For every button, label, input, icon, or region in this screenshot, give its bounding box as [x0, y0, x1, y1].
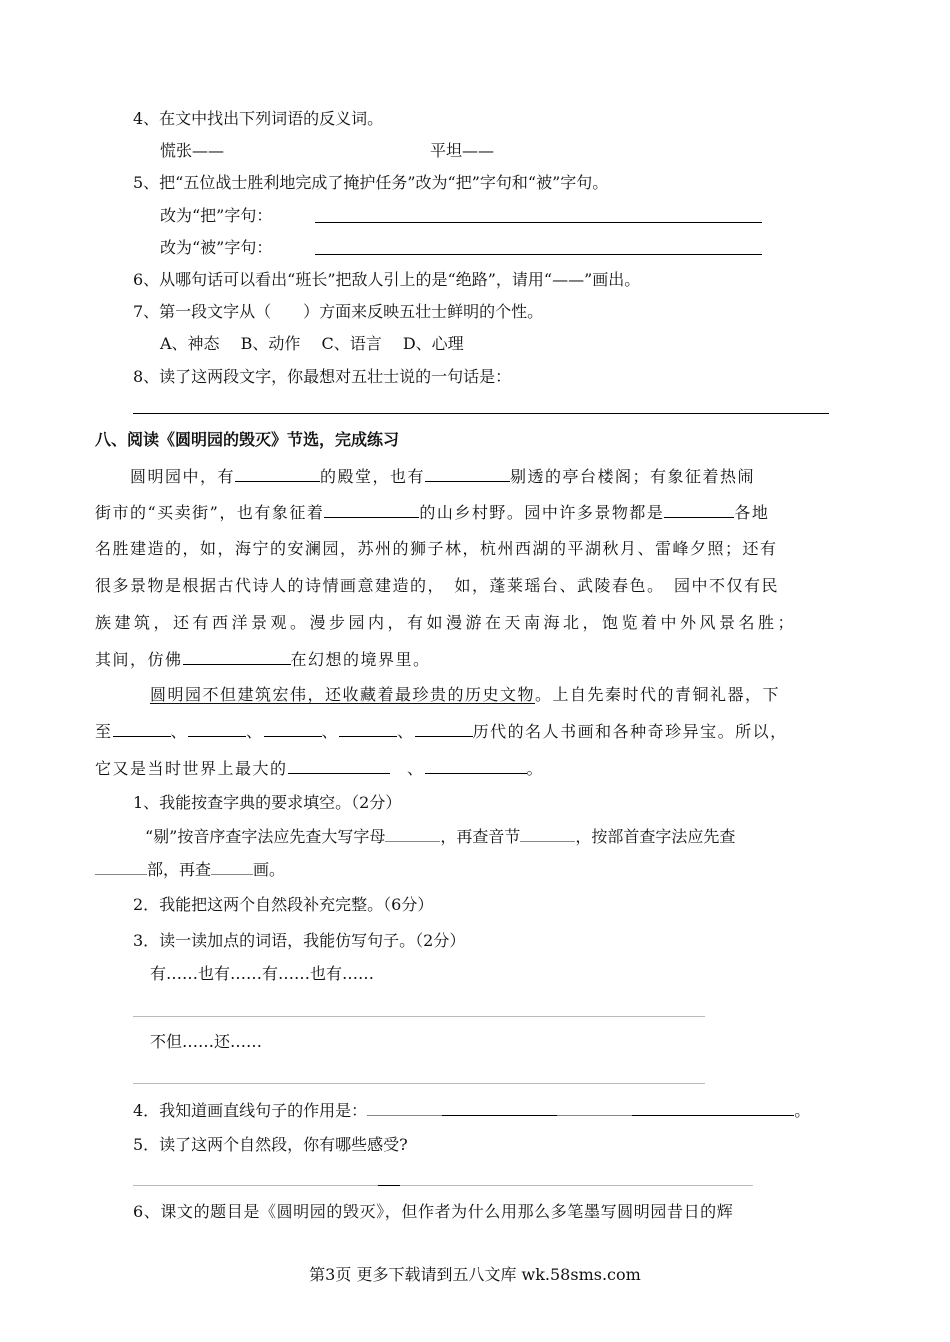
- exercise-3: 3．读一读加点的词语，我能仿写句子。（2分）: [133, 931, 466, 950]
- fill-blank[interactable]: [385, 825, 440, 842]
- fill-blank[interactable]: [425, 465, 510, 482]
- separator: 、: [321, 722, 340, 741]
- passage-text: 历代的名人书画和各种奇珍异宝。所以，: [472, 722, 788, 741]
- fill-blank[interactable]: [632, 1099, 794, 1116]
- separator: 、: [397, 722, 415, 741]
- passage-text: 的殿堂，也有: [320, 467, 426, 486]
- fill-blank[interactable]: [664, 501, 734, 518]
- passage-line: [150, 684, 780, 706]
- passage-line: 族建筑，还有西洋景观。漫步园内，有如漫游在天南海北，饱览着中外风景名胜；: [95, 613, 798, 632]
- fill-blank[interactable]: [557, 1099, 632, 1116]
- answer-line[interactable]: [315, 254, 762, 255]
- exercise-text: “剔”按音序查字法应先查大写字母: [145, 827, 386, 846]
- exercise-1-line: [95, 858, 285, 881]
- passage-line: [95, 757, 544, 780]
- fill-blank[interactable]: [264, 720, 322, 737]
- passage-line: 名胜建造的，如，海宁的安澜园，苏州的狮子林，杭州西湖的平湖秋月、雷峰夕照；还有: [95, 539, 778, 558]
- exercise-3-pattern-a: 有……也有……有……也有……: [150, 964, 375, 983]
- exercise-text: 部，再查: [147, 860, 212, 879]
- passage-text: 其间，仿佛: [95, 650, 183, 669]
- question-8: 8、读了这两段文字，你最想对五壮士说的一句话是：: [133, 367, 512, 386]
- question-5: 5、把“五位战士胜利地完成了掩护任务”改为“把”字句和“被”字句。: [133, 173, 609, 192]
- answer-line[interactable]: [133, 1185, 753, 1186]
- fill-blank[interactable]: [113, 720, 171, 737]
- passage-line: [130, 465, 755, 488]
- separator: 、: [389, 759, 425, 778]
- section-heading: 八、阅读《圆明园的毁灭》节选，完成练习: [95, 430, 400, 449]
- question-4-word-a: 慌张——: [160, 141, 225, 160]
- question-6: 6、从哪句话可以看出“班长”把敌人引上的是“绝路”，请用“——”画出。: [133, 270, 641, 289]
- fill-blank[interactable]: [425, 757, 527, 774]
- fill-blank[interactable]: [211, 858, 253, 875]
- separator: 、: [170, 722, 189, 741]
- passage-text: 圆明园中，有: [130, 467, 236, 486]
- question-7: 7、第一段文字从（ ）方面来反映五壮士鲜明的个性。: [133, 302, 544, 321]
- fill-blank[interactable]: [415, 720, 473, 737]
- fill-blank[interactable]: [324, 501, 419, 518]
- exercise-text: 画。: [253, 860, 286, 879]
- exercise-1-line: [145, 825, 735, 848]
- fill-blank[interactable]: [339, 720, 397, 737]
- separator: 、: [246, 722, 264, 741]
- answer-line[interactable]: [133, 1083, 705, 1084]
- exercise-1: 1、我能按查字典的要求填空。（2分）: [133, 793, 402, 812]
- answer-line-mark: [378, 1185, 400, 1186]
- passage-text: 在幻想的境界里。: [290, 650, 431, 669]
- exercise-text: ，按部首查字法应先查: [575, 827, 736, 846]
- passage-text: 剔透的亭台楼阁；有象征着热闹: [510, 467, 756, 486]
- question-7-options: A、神态 B、动作 C、语言 D、心理: [160, 334, 464, 353]
- passage-text: 它又是当时世界上最大的: [95, 759, 288, 778]
- fill-blank[interactable]: [520, 825, 575, 842]
- fill-blank[interactable]: [235, 465, 320, 482]
- passage-line: [95, 501, 769, 524]
- answer-line[interactable]: [133, 1016, 705, 1017]
- passage-line: [95, 720, 788, 743]
- passage-text: 。: [526, 759, 545, 778]
- passage-text: 的山乡村野。园中许多景物都是: [419, 503, 665, 522]
- fill-blank[interactable]: [183, 648, 291, 665]
- question-5-bei-label: 改为“被”字句：: [160, 238, 273, 257]
- answer-line[interactable]: [315, 222, 762, 223]
- fill-blank[interactable]: [288, 757, 390, 774]
- fill-blank[interactable]: [188, 720, 246, 737]
- page-footer: 第3页 更多下载请到五八文库 wk.58sms.com: [309, 1265, 641, 1284]
- underlined-sentence: 圆明园不但建筑宏伟，还收藏着最珍贵的历史文物: [150, 685, 536, 704]
- passage-text: 至: [95, 722, 113, 741]
- exercise-2: 2．我能把这两个自然段补充完整。（6分）: [133, 895, 434, 914]
- passage-text: 各地: [734, 503, 770, 522]
- exercise-5: 5．读了这两个自然段，你有哪些感受?: [133, 1135, 408, 1154]
- question-4-word-b: 平坦——: [430, 141, 495, 160]
- fill-blank[interactable]: [367, 1099, 442, 1116]
- question-5-ba-label: 改为“把”字句：: [160, 206, 273, 225]
- exercise-4: [133, 1099, 810, 1122]
- passage-text: 街市的“买卖街”，也有象征着: [95, 503, 325, 522]
- exercise-text: ，再查音节: [440, 827, 521, 846]
- fill-blank[interactable]: [442, 1099, 557, 1116]
- answer-line[interactable]: [133, 413, 829, 414]
- question-4: 4、在文中找出下列词语的反义词。: [133, 109, 384, 128]
- passage-line: [95, 648, 431, 671]
- exercise-text: 4．我知道画直线句子的作用是：: [133, 1101, 368, 1120]
- exercise-6: 6、课文的题目是《圆明园的毁灭》，但作者为什么用那么多笔墨写圆明园昔日的辉: [133, 1202, 734, 1221]
- exercise-text: 。: [794, 1101, 811, 1120]
- passage-line: 很多景物是根据古代诗人的诗情画意建造的， 如，蓬莱瑶台、武陵春色。 园中不仅有民: [95, 576, 780, 595]
- fill-blank[interactable]: [95, 858, 147, 875]
- exercise-3-pattern-b: 不但……还……: [150, 1032, 263, 1051]
- passage-text: 。上自先秦时代的青铜礼器，下: [535, 685, 781, 704]
